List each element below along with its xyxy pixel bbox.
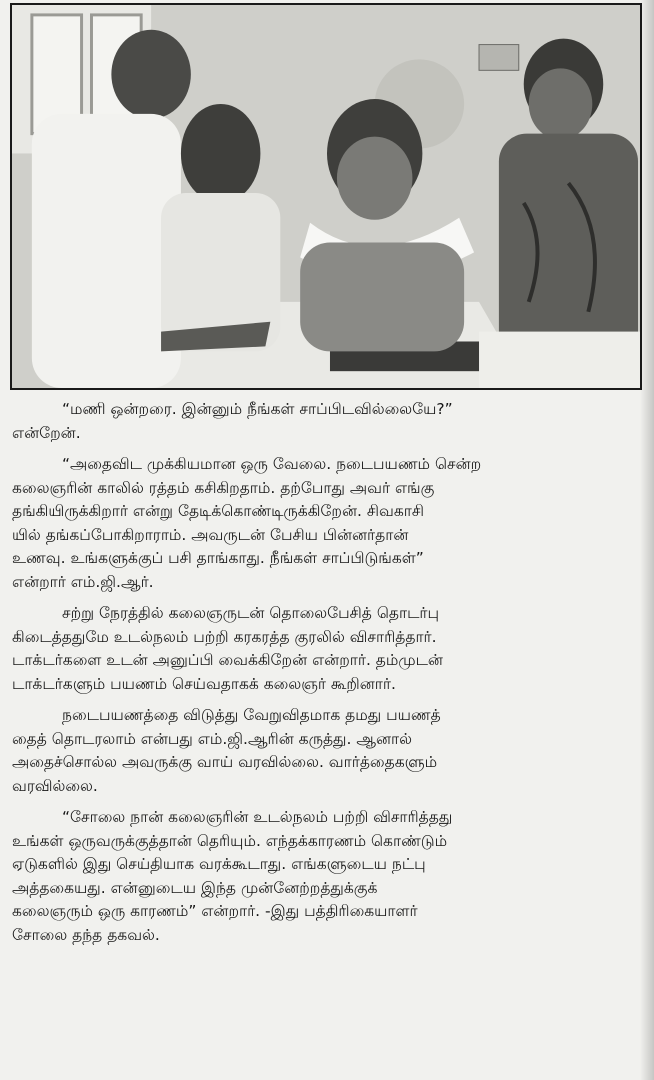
text-line: தங்கியிருக்கிறார் என்று தேடிக்கொண்டிருக்கிறேன். சிவகாசி [12,502,424,520]
text-line: “சோலை நான் கலைஞரின் உடல்நலம் பற்றி விசாரித்தது [62,808,453,826]
text-line: யில் தங்கப்போகிறாராம். அவருடன் பேசிய பின்னர்தான் [12,525,409,544]
paragraph-2 [12,453,640,594]
article-text [12,398,640,955]
text-line: “அதைவிட முக்கியமான ஒரு வேலை. நடைபயணம் சென்ற [62,455,482,473]
text-line: என்றார் எம்.ஜி.ஆர். [12,572,154,591]
text-line: டாக்டர்களும் பயணம் செய்வதாகக் கலைஞர் கூறினார். [12,674,396,693]
photo-illustration [12,5,640,388]
text-line: டாக்டர்களை உடன் அனுப்பி வைக்கிறேன் என்றார். தம்முடன் [12,651,443,669]
text-line: வரவில்லை. [12,776,98,795]
text-line: கிடைத்ததுமே உடல்நலம் பற்றி கரகரத்த குரலில் விசாரித்தார். [12,627,437,646]
text-line: சற்று நேரத்தில் கலைஞருடன் தொலைபேசித் தொடர்பு [62,604,440,622]
paragraph-4 [12,704,640,798]
page-edge-shadow [640,0,654,1080]
text-line: சோலை தந்த தகவல். [12,925,160,944]
text-line: அத்தகையது. என்னுடைய இந்த முன்னேற்றத்துக்குக் [12,878,378,897]
text-line: கலைஞரின் காலில் ரத்தம் கசிகிறதாம். தற்போது அவர் எங்கு [12,478,435,497]
text-line: உங்கள் ஒருவருக்குத்தான் தெரியும். எந்தக்காரணம் கொண்டும் [12,831,448,850]
text-line: தைத் தொடரலாம் என்பது எம்.ஜி.ஆரின் கருத்து. ஆனால் [12,729,412,748]
text-line: அதைச்சொல்ல அவருக்கு வாய் வரவில்லை. வார்த்தைகளும் [12,753,438,771]
text-line: என்றேன். [12,423,81,442]
text-line: ஏடுகளில் இது செய்தியாக வரக்கூடாது. எங்களுடைய நட்பு [12,855,426,873]
paragraph-3 [12,602,640,696]
text-line: கலைஞரும் ஒரு காரணம்” என்றார். -இது பத்திரிகையாளர் [12,902,418,920]
text-line: நடைபயணத்தை விடுத்து வேறுவிதமாக தமது பயணத் [62,706,441,724]
text-line: “மணி ஒன்றரை. இன்னும் நீங்கள் சாப்பிடவில்லையே?” [62,400,453,418]
text-line: உணவு. உங்களுக்குப் பசி தாங்காது. நீங்கள் சாப்பிடுங்கள்” [12,549,424,567]
paragraph-5 [12,806,640,947]
paragraph-1 [12,398,640,445]
black-and-white-photograph [10,3,642,390]
